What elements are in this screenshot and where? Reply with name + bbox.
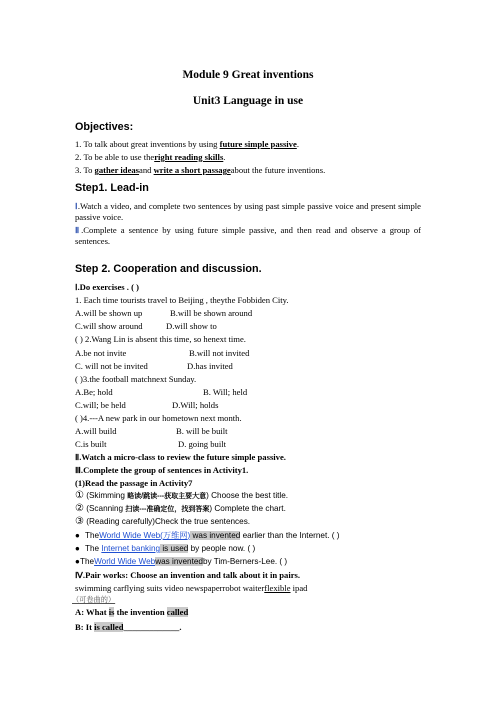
step1-text: .Watch a video, and complete two sentences by using past simple passive voice and present simple passive voice. [75, 201, 421, 223]
q4-option-d: D. going built [178, 439, 226, 449]
dialogue-highlight: called [166, 607, 189, 617]
question-3: ( )3.the football matchnext Sunday. [75, 374, 197, 384]
q1-option-d: D.will show to [166, 321, 217, 331]
sentence-underline: 万维网 [162, 531, 188, 540]
invention-flexible: flexible [264, 583, 291, 593]
exercise-heading: Ⅰ.Do exercises . ( ) [75, 282, 139, 292]
reading-text: (Reading carefully)Check the true sentences. [83, 517, 251, 526]
sentence-underline: Internet banking [101, 544, 161, 553]
objective-text: 3. To [75, 165, 95, 175]
question-4: ( )4.---A new park in our hometown next month. [75, 413, 242, 423]
section-iii: Ⅲ.Complete the group of sentences in Activity1. [75, 465, 249, 475]
reading-text: (Scanning [83, 504, 126, 513]
sentence-highlight: was invented [190, 531, 241, 540]
q1-option-a: A.will be shown up [75, 308, 143, 318]
step1-heading: Step1. Lead-in [75, 182, 149, 194]
objective-text: 1. To talk about great inventions by using [75, 139, 220, 149]
q1-option-c: C.will show around [75, 321, 143, 331]
q3-option-c: C.will; be held [75, 400, 126, 410]
q4-option-c: C.is built [75, 439, 107, 449]
section-ii: Ⅱ.Watch a micro-class to review the future simple passive. [75, 452, 286, 462]
q2-option-d: D.has invited [187, 361, 233, 371]
objective-text: . [296, 139, 299, 149]
document-title: Module 9 Great inventions [182, 69, 314, 81]
roman-numeral: Ⅱ [75, 225, 82, 235]
dialogue-highlight: is called [94, 622, 124, 632]
reading-note: 略读/跳读---获取主要大意 [127, 493, 207, 500]
sentence-underline: ) [187, 531, 191, 540]
objective-key: right reading skills [154, 152, 224, 162]
circled-number: ③ [75, 516, 84, 527]
sentence-text: by Tim-Berners-Lee. ( ) [202, 557, 288, 566]
q4-option-b: B. will be built [176, 426, 228, 436]
document-subtitle: Unit3 Language in use [192, 95, 304, 107]
sentence-text: earlier than the Internet. ( ) [240, 531, 340, 540]
invention-text: ipad [290, 583, 308, 593]
q3-option-d: D.Will; holds [172, 400, 219, 410]
reading-text: ) Choose the best title. [206, 491, 289, 500]
roman-numeral: Ⅰ [75, 201, 78, 211]
invention-text: swimming carflying suits video newspaperrobot waiter [75, 583, 265, 593]
answer-blank: _____________. [123, 622, 182, 632]
objective-text: . [223, 152, 226, 162]
sentence-underline: World Wide Web( [99, 531, 163, 540]
q2-option-b: B.will not invited [189, 348, 250, 358]
objective-text: and [139, 165, 154, 175]
bullet-icon: ● [75, 531, 80, 540]
objective-1 [75, 139, 299, 150]
objective-2 [75, 152, 225, 163]
reading-text: (Skimming [83, 491, 128, 500]
sentence-text: The [84, 531, 100, 540]
step1-paragraph-2 [75, 225, 421, 247]
circled-number: ② [75, 503, 84, 514]
q4-option-a: A.will build [75, 426, 117, 436]
true-false-2 [75, 543, 255, 554]
objective-key: gather ideas [94, 165, 140, 175]
circled-number: ① [75, 490, 84, 501]
section-iv: Ⅳ.Pair works: Choose an invention and talk about it in pairs. [75, 570, 301, 580]
invention-list [75, 583, 307, 594]
step1-text: .Complete a sentence by using future simple passive, and then read and observe a group of sentences. [75, 225, 422, 247]
dialogue-text: A: What [75, 607, 109, 617]
dialogue-text: B: It [75, 622, 95, 632]
objective-key: write a short passage [153, 165, 231, 175]
reading-step-1 [75, 490, 288, 502]
sentence-text: The [84, 544, 102, 553]
reading-step-2 [75, 503, 286, 515]
objectives-heading: Objectives: [75, 121, 134, 133]
step1-paragraph-1 [75, 201, 421, 223]
dialogue-text: the invention [114, 607, 167, 617]
dialogue-highlight: is [108, 607, 115, 617]
question-1: 1. Each time tourists travel to Beijing , theythe Fobbiden City. [75, 295, 289, 305]
true-false-1 [75, 530, 340, 541]
sentence-text: by people now. ( ) [188, 544, 256, 553]
q3-option-b: B. Will; held [203, 387, 248, 397]
reading-note: 扫读---准确定位，找到答案 [125, 506, 210, 513]
flexible-note: （可卷曲的） [72, 596, 116, 604]
objective-key: future simple passive [219, 139, 297, 149]
dialogue-b [75, 622, 182, 633]
reading-step-3 [75, 516, 250, 527]
question-2: ( ) 2.Wang Lin is absent this time, so henext time. [75, 334, 246, 344]
sentence-text: The [79, 557, 95, 566]
bullet-icon: ● [75, 544, 80, 553]
objective-text: about the future inventions. [230, 165, 326, 175]
q1-option-b: B.will be shown around [170, 308, 253, 318]
q3-option-a: A.Be; hold [75, 387, 113, 397]
objective-text: 2. To be able to use the [75, 152, 155, 162]
dialogue-a [75, 607, 188, 618]
sentence-highlight: was invented [155, 557, 203, 566]
q2-option-c: C. will not be invited [75, 361, 148, 371]
q2-option-a: A.be not invite [75, 348, 127, 358]
objective-3 [75, 165, 325, 176]
read-passage: (1)Read the passage in Activity7 [75, 478, 193, 488]
reading-text: ) Complete the chart. [209, 504, 286, 513]
sentence-highlight: is used [160, 544, 189, 553]
true-false-3 [75, 556, 287, 567]
sentence-underline: World Wide Web [94, 557, 156, 566]
step2-heading: Step 2. Cooperation and discussion. [75, 263, 262, 275]
bullet-icon: ● [75, 557, 80, 566]
